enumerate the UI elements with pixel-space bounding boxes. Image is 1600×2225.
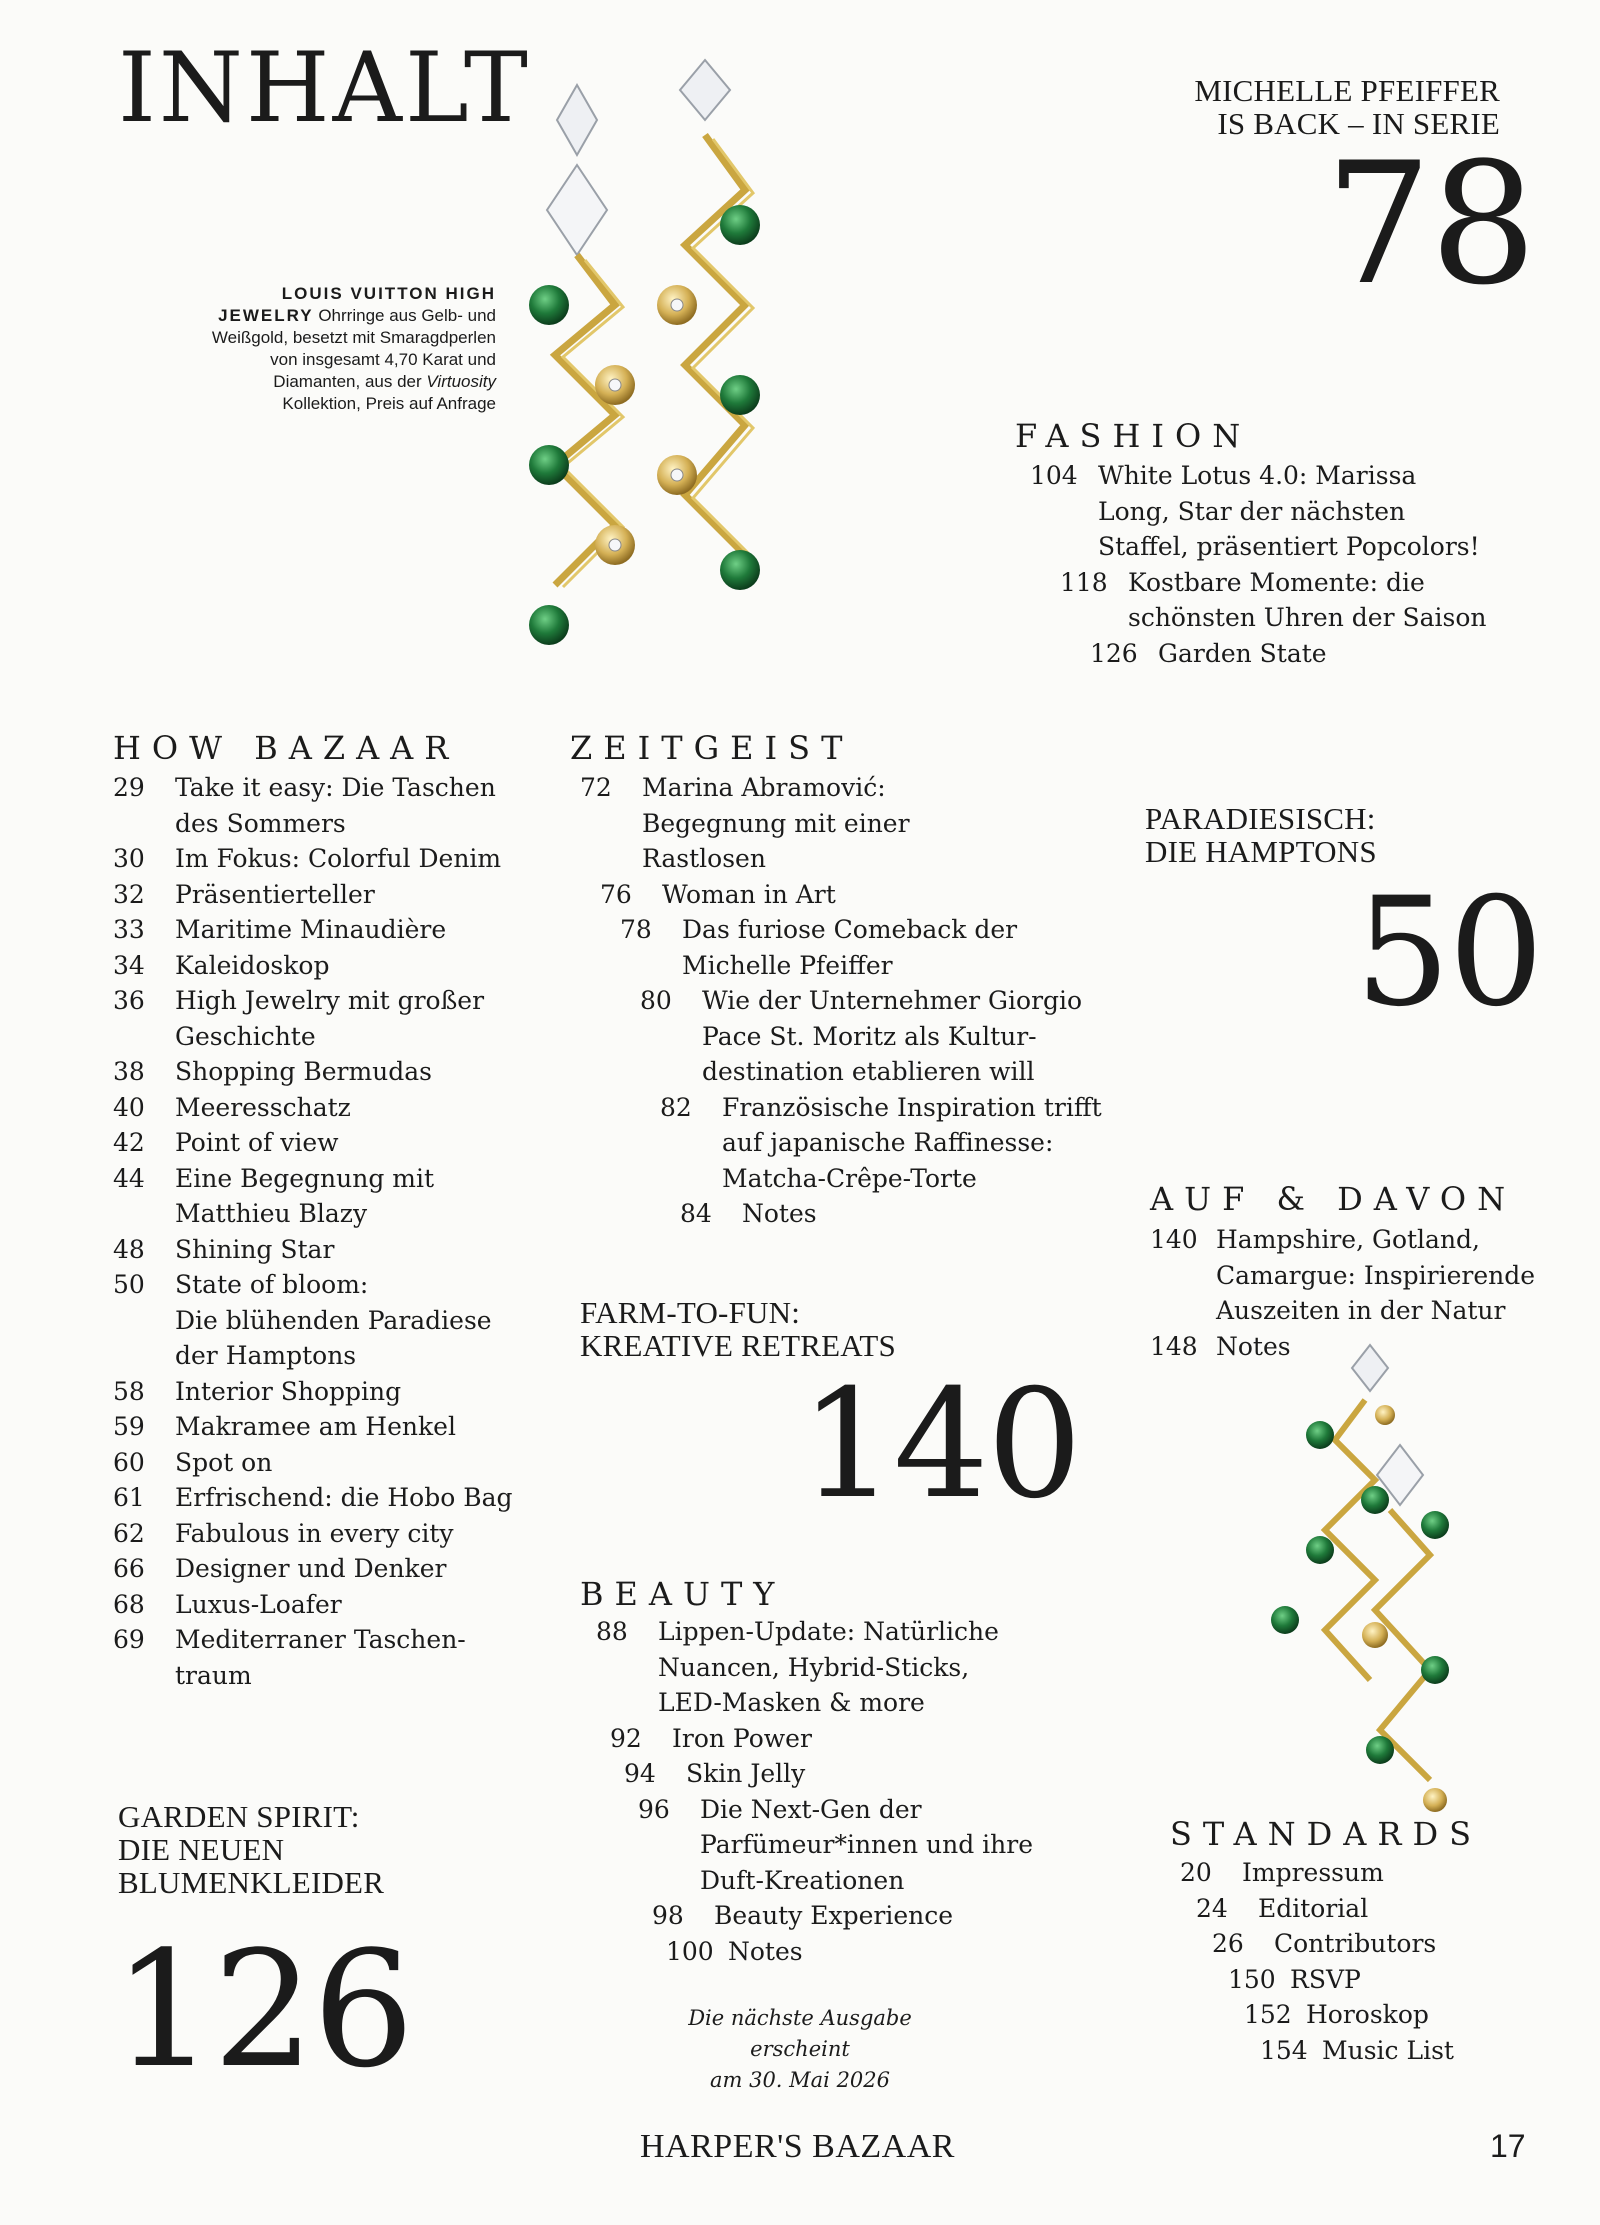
toc-title xyxy=(742,1196,817,1232)
toc-title-line: Matthieu Blazy xyxy=(175,1199,368,1228)
standards-list xyxy=(1180,1855,1454,2068)
toc-title-line: Shining Star xyxy=(175,1234,335,1264)
section-zeitgeist-title: ZEITGEIST xyxy=(570,729,854,767)
toc-page-number: 150 xyxy=(1228,1964,1276,1994)
toc-title-line: Designer und Denker xyxy=(175,1554,447,1583)
toc-entry xyxy=(113,1480,512,1516)
toc-title-line: Das furiose Comeback der xyxy=(682,915,1018,944)
toc-title xyxy=(175,1374,401,1410)
toc-title-line: Luxus-Loafer xyxy=(175,1589,342,1619)
section-how-bazaar-title: HOW BAZAAR xyxy=(113,729,460,767)
toc-title xyxy=(682,912,1017,983)
toc-entry xyxy=(113,1090,512,1126)
toc-page-number: 69 xyxy=(113,1625,145,1654)
toc-entry xyxy=(1150,1222,1535,1329)
toc-page-number: 38 xyxy=(113,1057,145,1086)
toc-title-line: Lippen-Update: Natürliche xyxy=(658,1617,999,1646)
toc-page-number: 58 xyxy=(113,1376,145,1406)
toc-page-number: 88 xyxy=(596,1617,628,1646)
toc-title-line: Fabulous in every city xyxy=(175,1518,454,1548)
toc-title-line: Wie der Unternehmer Giorgio xyxy=(702,986,1083,1015)
toc-title-line: Mediterraner Taschen- xyxy=(175,1625,466,1654)
toc-title-line: Kostbare Momente: die xyxy=(1128,567,1425,597)
toc-entry xyxy=(1060,565,1486,636)
feature-farm xyxy=(580,1296,896,1362)
toc-title-line: Auszeiten in der Natur xyxy=(1216,1296,1506,1325)
toc-page-number: 44 xyxy=(113,1163,145,1193)
toc-title xyxy=(175,1054,432,1090)
toc-title-line: High Jewelry mit großer xyxy=(175,986,485,1015)
toc-title xyxy=(662,877,836,913)
toc-title-line: Beauty Experience xyxy=(714,1901,954,1930)
toc-title xyxy=(686,1756,805,1792)
toc-entry xyxy=(680,1196,1102,1232)
toc-title-line: Parfümeur*innen und ihre xyxy=(700,1830,1033,1859)
toc-entry xyxy=(1260,2033,1454,2069)
toc-entry xyxy=(1030,458,1486,565)
toc-entry xyxy=(640,983,1102,1090)
toc-title xyxy=(175,1161,434,1232)
toc-title xyxy=(1258,1891,1368,1927)
feature-garden-line3: BLUMENKLEIDER xyxy=(118,1865,385,1900)
toc-page-number: 96 xyxy=(638,1794,670,1824)
toc-entry xyxy=(113,1516,512,1552)
toc-page-number: 62 xyxy=(113,1518,145,1548)
toc-title-line: Shopping Bermudas xyxy=(175,1057,432,1086)
toc-title xyxy=(1290,1962,1361,1998)
feature-farm-line2: KREATIVE RETREATS xyxy=(580,1328,896,1363)
toc-title xyxy=(175,841,501,877)
toc-page-number: 92 xyxy=(610,1723,642,1753)
toc-title xyxy=(672,1721,812,1757)
toc-title-line: Editorial xyxy=(1258,1893,1369,1923)
toc-title-line: Skin Jelly xyxy=(686,1759,806,1788)
toc-title-line: auf japanische Raffinesse: xyxy=(722,1128,1054,1157)
toc-title xyxy=(1274,1926,1436,1962)
toc-title-line: Kaleidoskop xyxy=(175,950,330,980)
toc-page-number: 50 xyxy=(113,1270,145,1299)
toc-entry xyxy=(1244,1997,1454,2033)
footer-brand: HARPER'S BAZAAR xyxy=(640,2128,955,2165)
feature-michelle-line2: IS BACK – IN SERIE xyxy=(1217,106,1500,141)
toc-entry xyxy=(113,1267,512,1374)
feature-farm-line1: FARM-TO-FUN: xyxy=(580,1295,801,1330)
toc-entry xyxy=(113,1125,512,1161)
toc-page-number: 26 xyxy=(1212,1929,1244,1958)
toc-title-line: traum xyxy=(175,1660,252,1690)
fashion-list xyxy=(1030,458,1486,671)
earrings-illustration-small xyxy=(1225,1340,1455,1820)
feature-michelle-line1: MICHELLE PFEIFFER xyxy=(1194,73,1500,108)
earrings-illustration xyxy=(515,55,815,665)
toc-title xyxy=(175,983,484,1054)
toc-title xyxy=(175,1409,456,1445)
jewelry-caption xyxy=(200,283,496,415)
toc-title xyxy=(1098,458,1480,565)
toc-title-line: Begegnung mit einer xyxy=(642,808,910,838)
toc-title-line: Contributors xyxy=(1274,1929,1437,1958)
toc-title-line: Notes xyxy=(1216,1331,1291,1361)
toc-entry xyxy=(1180,1855,1454,1891)
toc-entry xyxy=(113,1161,512,1232)
toc-page-number: 84 xyxy=(680,1199,712,1228)
toc-page-number: 20 xyxy=(1180,1858,1212,1887)
feature-garden xyxy=(118,1800,384,1899)
toc-entry xyxy=(666,1934,1033,1970)
toc-title-line: White Lotus 4.0: Marissa xyxy=(1098,461,1417,490)
toc-page-number: 148 xyxy=(1150,1331,1198,1361)
toc-title-line: LED-Masken & more xyxy=(658,1688,925,1717)
toc-page-number: 78 xyxy=(620,915,652,944)
feature-garden-line1: GARDEN SPIRIT: xyxy=(118,1799,360,1834)
toc-page-number: 152 xyxy=(1244,2000,1292,2029)
toc-entry xyxy=(580,770,1102,877)
toc-page-number: 140 xyxy=(1150,1225,1198,1254)
toc-entry xyxy=(113,877,512,913)
toc-page-number: 33 xyxy=(113,915,145,944)
toc-title-line: Präsentierteller xyxy=(175,879,375,909)
caption-italic: Virtuosity xyxy=(426,372,496,391)
toc-title-line: Interior Shopping xyxy=(175,1376,402,1406)
toc-page-number: 118 xyxy=(1060,567,1108,597)
toc-title xyxy=(175,1232,334,1268)
feature-farm-number: 140 xyxy=(800,1358,1081,1532)
next-issue-line2: am 30. Mai 2026 xyxy=(709,2068,891,2092)
toc-title-line: Die Next-Gen der xyxy=(700,1794,922,1824)
toc-title-line: Woman in Art xyxy=(662,879,836,909)
toc-title-line: Rastlosen xyxy=(642,844,766,873)
toc-page-number: 72 xyxy=(580,773,612,802)
toc-title-line: der Hamptons xyxy=(175,1341,357,1370)
toc-entry xyxy=(113,1232,512,1268)
toc-title-line: Erfrischend: die Hobo Bag xyxy=(175,1483,513,1512)
toc-title-line: Impressum xyxy=(1242,1858,1384,1887)
toc-page-number: 100 xyxy=(666,1936,714,1966)
toc-page-number: 61 xyxy=(113,1483,145,1512)
toc-title-line: Eine Begegnung mit xyxy=(175,1163,435,1193)
toc-title xyxy=(1158,636,1327,672)
toc-title xyxy=(1242,1855,1384,1891)
toc-title xyxy=(175,1622,466,1693)
toc-title xyxy=(722,1090,1102,1197)
toc-title xyxy=(175,770,496,841)
toc-title-line: destination etablieren will xyxy=(702,1057,1035,1086)
toc-title-line: Notes xyxy=(742,1199,817,1228)
toc-page-number: 66 xyxy=(113,1554,145,1583)
section-auf-davon-title: AUF & DAVON xyxy=(1150,1180,1517,1218)
toc-entry xyxy=(113,948,512,984)
toc-entry xyxy=(1196,1891,1454,1927)
toc-entry xyxy=(113,1054,512,1090)
toc-title xyxy=(175,1551,446,1587)
toc-title xyxy=(1216,1222,1535,1329)
toc-page-number: 32 xyxy=(113,879,145,909)
toc-entry xyxy=(660,1090,1102,1197)
toc-page-number: 80 xyxy=(640,986,672,1015)
toc-title-line: Take it easy: Die Taschen xyxy=(175,773,496,802)
toc-title-line: Makramee am Henkel xyxy=(175,1412,456,1441)
next-issue-note xyxy=(660,2003,940,2096)
toc-title xyxy=(700,1792,1033,1899)
toc-page-number: 60 xyxy=(113,1447,145,1477)
toc-entry xyxy=(113,770,512,841)
toc-page-number: 34 xyxy=(113,950,145,980)
toc-title xyxy=(1322,2033,1454,2069)
toc-title-line: Pace St. Moritz als Kultur- xyxy=(702,1021,1037,1051)
toc-title-line: Iron Power xyxy=(672,1723,812,1753)
toc-title-line: des Sommers xyxy=(175,808,346,838)
section-standards-title: STANDARDS xyxy=(1170,1815,1483,1853)
toc-title-line: Spot on xyxy=(175,1447,273,1477)
toc-title xyxy=(714,1898,953,1934)
caption-text-a: Ohrringe aus Gelb- und Weißgold, besetzt mit Smaragdperlen von insgesamt 4,70 Karat und Diamanten, aus der xyxy=(211,306,496,391)
toc-entry xyxy=(113,983,512,1054)
toc-page-number: 94 xyxy=(624,1759,656,1788)
toc-entry xyxy=(113,1445,512,1481)
toc-title-line: Nuancen, Hybrid-Sticks, xyxy=(658,1652,970,1682)
toc-page-number: 154 xyxy=(1260,2035,1308,2065)
toc-title-line: Horoskop xyxy=(1306,2000,1429,2029)
beauty-list xyxy=(596,1614,1033,1969)
toc-title-line: State of bloom: xyxy=(175,1270,369,1299)
toc-title xyxy=(702,983,1082,1090)
toc-page-number: 48 xyxy=(113,1234,145,1264)
toc-page-number: 59 xyxy=(113,1412,145,1441)
toc-title xyxy=(175,948,329,984)
page-title: INHALT xyxy=(118,32,531,144)
toc-title-line: Camargue: Inspirierende xyxy=(1216,1260,1536,1290)
toc-page-number: 68 xyxy=(113,1589,145,1619)
feature-hamptons xyxy=(1145,802,1377,868)
next-issue-line1: Die nächste Ausgabe erscheint xyxy=(688,2006,912,2061)
toc-entry xyxy=(113,1374,512,1410)
toc-title-line: Music List xyxy=(1322,2035,1454,2065)
toc-title-line: RSVP xyxy=(1290,1964,1361,1994)
toc-page-number: 29 xyxy=(113,773,145,802)
toc-title xyxy=(175,912,446,948)
toc-entry xyxy=(113,912,512,948)
toc-title xyxy=(175,1480,512,1516)
zeitgeist-list xyxy=(580,770,1102,1232)
toc-title xyxy=(175,1587,342,1623)
toc-page-number: 40 xyxy=(113,1092,145,1122)
toc-page-number: 76 xyxy=(600,879,632,909)
feature-hamptons-line1: PARADIESISCH: xyxy=(1145,801,1376,836)
toc-entry xyxy=(620,912,1102,983)
toc-title-line: Die blühenden Paradiese xyxy=(175,1305,492,1335)
toc-title-line: Matcha-Crêpe-Torte xyxy=(722,1163,977,1193)
toc-title-line: Maritime Minaudière xyxy=(175,915,447,944)
toc-title-line: Geschichte xyxy=(175,1021,316,1051)
toc-page-number: 36 xyxy=(113,986,145,1015)
toc-title xyxy=(175,1090,351,1126)
toc-title xyxy=(175,1267,492,1374)
toc-title-line: Duft-Kreationen xyxy=(700,1865,905,1895)
toc-title xyxy=(175,877,375,913)
toc-page-number: 42 xyxy=(113,1128,145,1157)
toc-title-line: Im Fokus: Colorful Denim xyxy=(175,844,502,873)
toc-page-number: 126 xyxy=(1090,638,1138,668)
toc-title xyxy=(642,770,910,877)
toc-entry xyxy=(113,1587,512,1623)
toc-entry xyxy=(596,1614,1033,1721)
toc-title xyxy=(728,1934,803,1970)
feature-hamptons-line2: DIE HAMPTONS xyxy=(1145,834,1377,869)
toc-entry xyxy=(1228,1962,1454,1998)
toc-title-line: Hampshire, Gotland, xyxy=(1216,1225,1481,1254)
toc-title-line: Long, Star der nächsten xyxy=(1098,496,1406,526)
toc-title-line: Staffel, präsentiert Popcolors! xyxy=(1098,532,1480,561)
toc-title-line: Meeresschatz xyxy=(175,1092,351,1122)
toc-page-number: 30 xyxy=(113,844,145,873)
toc-entry xyxy=(638,1792,1033,1899)
toc-title xyxy=(1306,1997,1429,2033)
toc-entry xyxy=(113,1551,512,1587)
toc-page-number: 98 xyxy=(652,1901,684,1930)
toc-title xyxy=(175,1125,339,1161)
toc-page-number: 82 xyxy=(660,1092,692,1122)
toc-entry xyxy=(113,841,512,877)
how-bazaar-list xyxy=(113,770,512,1693)
toc-page-number: 24 xyxy=(1196,1893,1228,1923)
toc-page-number: 104 xyxy=(1030,461,1078,490)
toc-entry xyxy=(600,877,1102,913)
toc-entry xyxy=(113,1622,512,1693)
toc-entry xyxy=(1212,1926,1454,1962)
toc-title xyxy=(658,1614,999,1721)
feature-michelle-number: 78 xyxy=(1325,126,1535,322)
section-beauty-title: BEAUTY xyxy=(580,1575,786,1613)
toc-title xyxy=(175,1516,454,1552)
toc-title-line: Point of view xyxy=(175,1128,339,1157)
caption-brand: LOUIS VUITTON HIGH JEWELRY xyxy=(218,284,496,325)
toc-entry xyxy=(652,1898,1033,1934)
toc-title-line: Michelle Pfeiffer xyxy=(682,950,893,980)
caption-text-b: Kollektion, Preis auf Anfrage xyxy=(282,394,496,413)
section-fashion-title: FASHION xyxy=(1015,417,1252,455)
toc-title-line: Französische Inspiration trifft xyxy=(722,1092,1102,1122)
page-number: 17 xyxy=(1490,2128,1526,2164)
toc-title-line: Marina Abramović: xyxy=(642,773,886,802)
toc-title xyxy=(1128,565,1486,636)
toc-title xyxy=(175,1445,272,1481)
toc-entry xyxy=(610,1721,1033,1757)
toc-title-line: Notes xyxy=(728,1936,803,1966)
feature-garden-line2: DIE NEUEN xyxy=(118,1832,285,1867)
feature-garden-number: 126 xyxy=(113,1916,413,2103)
toc-entry xyxy=(113,1409,512,1445)
toc-entry xyxy=(624,1756,1033,1792)
toc-entry xyxy=(1090,636,1486,672)
feature-hamptons-number: 50 xyxy=(1355,866,1542,1040)
toc-title-line: schönsten Uhren der Saison xyxy=(1128,603,1487,632)
toc-title-line: Garden State xyxy=(1158,638,1327,668)
